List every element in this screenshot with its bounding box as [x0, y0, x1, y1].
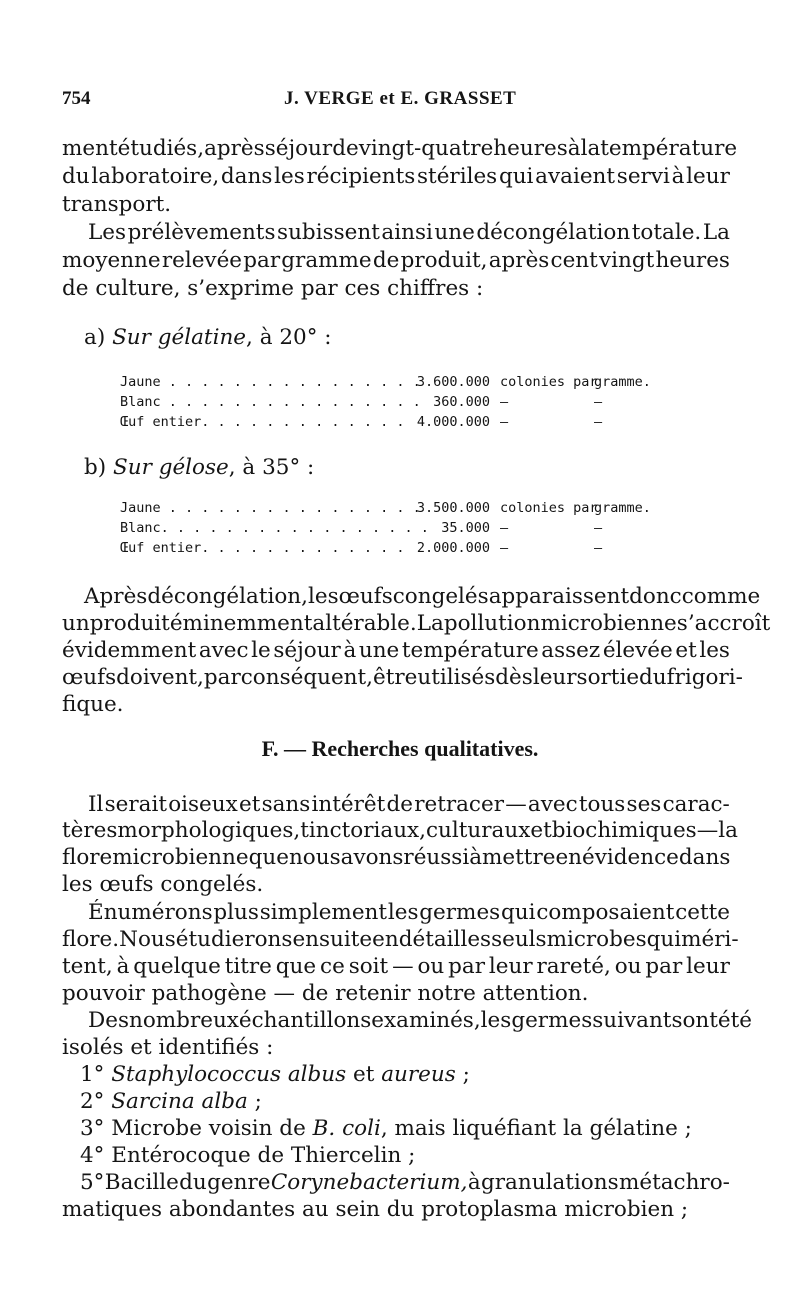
- row-unit: gramme.: [594, 374, 651, 390]
- word: ainsi: [381, 220, 433, 245]
- word: heures: [493, 136, 568, 161]
- word: et: [530, 818, 552, 843]
- word: que: [248, 845, 289, 870]
- word: tous: [578, 792, 626, 817]
- word: par: [243, 248, 281, 273]
- word: plus: [213, 900, 259, 925]
- word: suivants: [592, 1008, 683, 1033]
- list-word: du: [179, 1170, 207, 1195]
- text-line: [88, 900, 730, 926]
- word: à: [671, 164, 685, 189]
- word: quelque: [133, 954, 221, 979]
- word: par: [203, 665, 241, 690]
- row-unit: gramme.: [594, 500, 651, 516]
- row-value: 35.000: [441, 520, 490, 536]
- word: doivent,: [116, 665, 204, 690]
- text-line: fique.: [62, 692, 124, 717]
- word: apparaissent: [488, 584, 630, 609]
- word: Il: [88, 792, 104, 817]
- word: température: [401, 638, 539, 663]
- word: produit,: [400, 248, 488, 273]
- word: que: [275, 954, 317, 979]
- row-label: Jaune . . . . . . . . . . . . . . . .: [120, 500, 421, 516]
- text-line: pouvoir pathogène — de retenir notre attention.: [62, 981, 589, 1006]
- row-unit: colonies par: [500, 374, 598, 390]
- section-a-temp: , à 20° :: [246, 325, 332, 350]
- word: retracer: [414, 792, 504, 817]
- text-line: [62, 818, 738, 844]
- word: serait: [104, 792, 167, 817]
- word: ses: [626, 792, 662, 817]
- word: rareté,: [536, 954, 611, 979]
- text-line: [88, 220, 730, 246]
- word: dès: [495, 665, 533, 690]
- word: vingt: [599, 248, 655, 273]
- word: conséquent,: [240, 665, 373, 690]
- word: Nous: [119, 927, 176, 952]
- row-value: 2.000.000: [416, 540, 490, 556]
- section-a-title: Sur gélatine: [112, 325, 247, 350]
- section-b-label: b): [84, 455, 107, 480]
- text-line: [62, 611, 771, 637]
- word: de: [332, 136, 359, 161]
- word: assez: [541, 638, 601, 663]
- list-item: [80, 1089, 262, 1115]
- word: du: [62, 164, 90, 189]
- list-number: 1°: [80, 1062, 105, 1087]
- section-b-heading: [84, 455, 314, 481]
- word: heures: [655, 248, 730, 273]
- text-line: transport.: [62, 192, 172, 217]
- word: congelés: [392, 584, 489, 609]
- row-unit: —: [594, 520, 603, 536]
- word: Après: [84, 584, 148, 609]
- word: stériles: [417, 164, 498, 189]
- word: décongélation: [476, 220, 631, 245]
- word: réussi: [403, 845, 470, 870]
- word: éminemment: [169, 611, 313, 636]
- word: décongélation,: [147, 584, 308, 609]
- row-label: Blanc . . . . . . . . . . . . . . . .: [120, 394, 421, 410]
- word: prélèvements: [127, 220, 276, 245]
- row-value: 3.600.000: [416, 374, 490, 390]
- section-b-temp: , à 35° :: [228, 455, 315, 480]
- word: germes: [419, 900, 501, 925]
- list-item: [80, 1116, 692, 1142]
- list-text: ;: [247, 1089, 262, 1114]
- word: mettre: [482, 845, 556, 870]
- list-text: Entérocoque de Thiercelin ;: [104, 1143, 416, 1168]
- word: de: [386, 792, 413, 817]
- word: seuls: [491, 927, 547, 952]
- row-label: Œuf entier. . . . . . . . . . . . .: [120, 414, 405, 430]
- word: œufs: [338, 584, 393, 609]
- list-number: 3°: [80, 1116, 105, 1141]
- word: avec: [527, 792, 578, 817]
- text-line: [62, 136, 738, 162]
- word: nous: [288, 845, 341, 870]
- word: sans: [261, 792, 311, 817]
- word: qui: [498, 164, 534, 189]
- word: les: [460, 927, 492, 952]
- word: Énumérons: [88, 900, 213, 925]
- word: culturaux: [426, 818, 531, 843]
- text-line: [88, 792, 730, 818]
- word: cent: [550, 248, 598, 273]
- word: microbes: [546, 927, 647, 952]
- organism-name: Staphylococcus albus: [111, 1062, 347, 1087]
- list-item: [80, 1170, 730, 1196]
- word: tères: [62, 818, 118, 843]
- list-text: ;: [455, 1062, 470, 1087]
- text-line: [62, 954, 730, 980]
- word: Des: [88, 1008, 129, 1033]
- text-line: isolés et identifiés :: [62, 1035, 274, 1060]
- word: être: [373, 665, 418, 690]
- word: simplement: [259, 900, 388, 925]
- word: carac-: [662, 792, 730, 817]
- page-number: 754: [62, 88, 91, 109]
- word: à: [343, 638, 357, 663]
- word: microbienne: [112, 845, 249, 870]
- word: dans: [220, 164, 273, 189]
- text-line: [62, 845, 730, 871]
- word: tinctoriaux,: [300, 818, 427, 843]
- word: laboratoire,: [91, 164, 220, 189]
- word: qui: [646, 927, 682, 952]
- word: leur: [532, 665, 577, 690]
- word: du: [639, 665, 667, 690]
- word: —: [696, 818, 719, 843]
- word: vingt-quatre: [358, 136, 494, 161]
- text-line: les œufs congelés.: [62, 872, 264, 897]
- word: servi: [616, 164, 670, 189]
- word: étudiés,: [117, 136, 205, 161]
- row-label: Œuf entier. . . . . . . . . . . . .: [120, 540, 405, 556]
- row-unit: —: [500, 394, 509, 410]
- list-number: 2°: [80, 1089, 105, 1114]
- word: les: [480, 1008, 512, 1033]
- row-unit: —: [594, 394, 603, 410]
- running-head: J. VERGE et E. GRASSET: [284, 88, 517, 109]
- word: altérable.: [312, 611, 417, 636]
- text-line: [62, 665, 743, 691]
- word: été: [717, 1008, 753, 1033]
- word: La: [702, 220, 730, 245]
- word: les: [387, 900, 419, 925]
- word: en: [555, 845, 583, 870]
- word: avec: [198, 638, 249, 663]
- word: ou: [614, 954, 642, 979]
- word: à: [116, 954, 130, 979]
- table-row: [120, 374, 680, 394]
- word: séjour: [264, 136, 333, 161]
- table-row: [120, 540, 680, 560]
- word: oiseux: [168, 792, 238, 817]
- text-line: matiques abondantes au sein du protoplasma microbien ;: [62, 1197, 689, 1222]
- text-line: [62, 927, 739, 953]
- list-item: [80, 1143, 415, 1169]
- word: —: [505, 792, 527, 817]
- word: par: [645, 954, 683, 979]
- word: leur: [488, 954, 533, 979]
- word: utilisés: [417, 665, 496, 690]
- section-title: F. — Recherches qualitatives.: [261, 736, 539, 761]
- word: la: [718, 818, 738, 843]
- text-line: [62, 248, 730, 274]
- section-b-title: Sur gélose: [113, 455, 229, 480]
- word: élevée: [602, 638, 673, 663]
- list-text: et: [346, 1062, 382, 1087]
- word: avons: [340, 845, 404, 870]
- word: subissent: [277, 220, 380, 245]
- word: en: [372, 927, 399, 952]
- page-header: [62, 88, 742, 114]
- word: échantillons: [238, 1008, 372, 1033]
- list-word: genre: [207, 1170, 271, 1195]
- section-a-label: a): [84, 325, 106, 350]
- word: de: [372, 248, 400, 273]
- text-line: [62, 164, 730, 190]
- word: sortie: [576, 665, 640, 690]
- list-number: 5°: [80, 1170, 105, 1195]
- word: par: [448, 954, 486, 979]
- row-unit: —: [500, 414, 509, 430]
- list-text: , mais liquéfiant la gélatine ;: [380, 1116, 692, 1141]
- word: comme: [681, 584, 761, 609]
- table-row: [120, 520, 680, 540]
- word: les: [699, 638, 730, 663]
- word: relevée: [161, 248, 243, 273]
- word: Les: [88, 220, 127, 245]
- text-line: [62, 638, 730, 664]
- word: titre: [224, 954, 272, 979]
- word: après: [488, 248, 550, 273]
- word: microbienne: [540, 611, 677, 636]
- word: et: [675, 638, 697, 663]
- word: donc: [629, 584, 682, 609]
- list-text: Microbe voisin de: [104, 1116, 313, 1141]
- word: gramme: [281, 248, 372, 273]
- word: et: [238, 792, 261, 817]
- word: récipients: [306, 164, 416, 189]
- word: les: [274, 164, 305, 189]
- word: ensuite: [292, 927, 373, 952]
- text-line: [84, 584, 761, 610]
- word: les: [307, 584, 339, 609]
- organism-name: Sarcina alba: [111, 1089, 248, 1114]
- list-word: granulations: [481, 1170, 619, 1195]
- organism-name: B. coli: [312, 1116, 381, 1141]
- word: la: [580, 136, 601, 161]
- word: qui: [501, 900, 536, 925]
- word: œufs: [62, 665, 117, 690]
- word: composaient: [536, 900, 675, 925]
- table-row: [120, 500, 680, 520]
- row-unit: —: [500, 520, 509, 536]
- word: détail: [398, 927, 461, 952]
- word: ce: [320, 954, 345, 979]
- word: s’accroît: [676, 611, 771, 636]
- row-unit: —: [594, 540, 603, 556]
- word: avaient: [535, 164, 616, 189]
- row-value: 3.500.000: [416, 500, 490, 516]
- word: pollution: [443, 611, 541, 636]
- word: méri-: [681, 927, 739, 952]
- word: leur: [686, 954, 730, 979]
- word: évidence: [582, 845, 679, 870]
- word: après: [204, 136, 265, 161]
- row-value: 360.000: [433, 394, 490, 410]
- word: ou: [417, 954, 445, 979]
- list-item: [80, 1062, 470, 1088]
- word: une: [358, 638, 400, 663]
- word: cette: [675, 900, 730, 925]
- word: température: [600, 136, 738, 161]
- word: évidemment: [62, 638, 197, 663]
- word: flore: [62, 845, 113, 870]
- word: La: [416, 611, 444, 636]
- word: nombreux: [129, 1008, 239, 1033]
- row-value: 4.000.000: [416, 414, 490, 430]
- word: flore.: [62, 927, 120, 952]
- word: ont: [682, 1008, 718, 1033]
- list-word: à: [467, 1170, 481, 1195]
- word: le: [251, 638, 271, 663]
- word: germes: [511, 1008, 593, 1033]
- word: produit: [89, 611, 170, 636]
- row-unit: —: [500, 540, 509, 556]
- word: frigori-: [666, 665, 743, 690]
- word: séjour: [273, 638, 341, 663]
- word: soit: [348, 954, 389, 979]
- list-word: métachro-: [618, 1170, 730, 1195]
- word: à: [567, 136, 581, 161]
- word: —: [392, 954, 414, 979]
- row-label: Jaune . . . . . . . . . . . . . . . .: [120, 374, 421, 390]
- organism-name: aureus: [381, 1062, 456, 1087]
- word: leur: [686, 164, 730, 189]
- word: étudierons: [175, 927, 293, 952]
- word: une: [434, 220, 475, 245]
- word: tent,: [62, 954, 113, 979]
- row-unit: colonies par: [500, 500, 598, 516]
- word: à: [469, 845, 483, 870]
- word: dans: [678, 845, 731, 870]
- word: intérêt: [311, 792, 386, 817]
- list-number: 4°: [80, 1143, 105, 1168]
- word: moyenne: [62, 248, 161, 273]
- word: biochimiques: [551, 818, 697, 843]
- section-a-heading: [84, 325, 332, 351]
- row-unit: —: [594, 414, 603, 430]
- word: examinés,: [371, 1008, 481, 1033]
- text-line: de culture, s’exprime par ces chiffres :: [62, 276, 484, 301]
- row-label: Blanc. . . . . . . . . . . . . . . . .: [120, 520, 429, 536]
- organism-name: Corynebacterium,: [270, 1170, 468, 1195]
- text-line: [88, 1008, 753, 1034]
- word: ment: [62, 136, 118, 161]
- word: un: [62, 611, 90, 636]
- word: totale.: [631, 220, 702, 245]
- table-row: [120, 414, 680, 434]
- table-row: [120, 394, 680, 414]
- list-word: Bacille: [104, 1170, 179, 1195]
- word: morphologiques,: [117, 818, 301, 843]
